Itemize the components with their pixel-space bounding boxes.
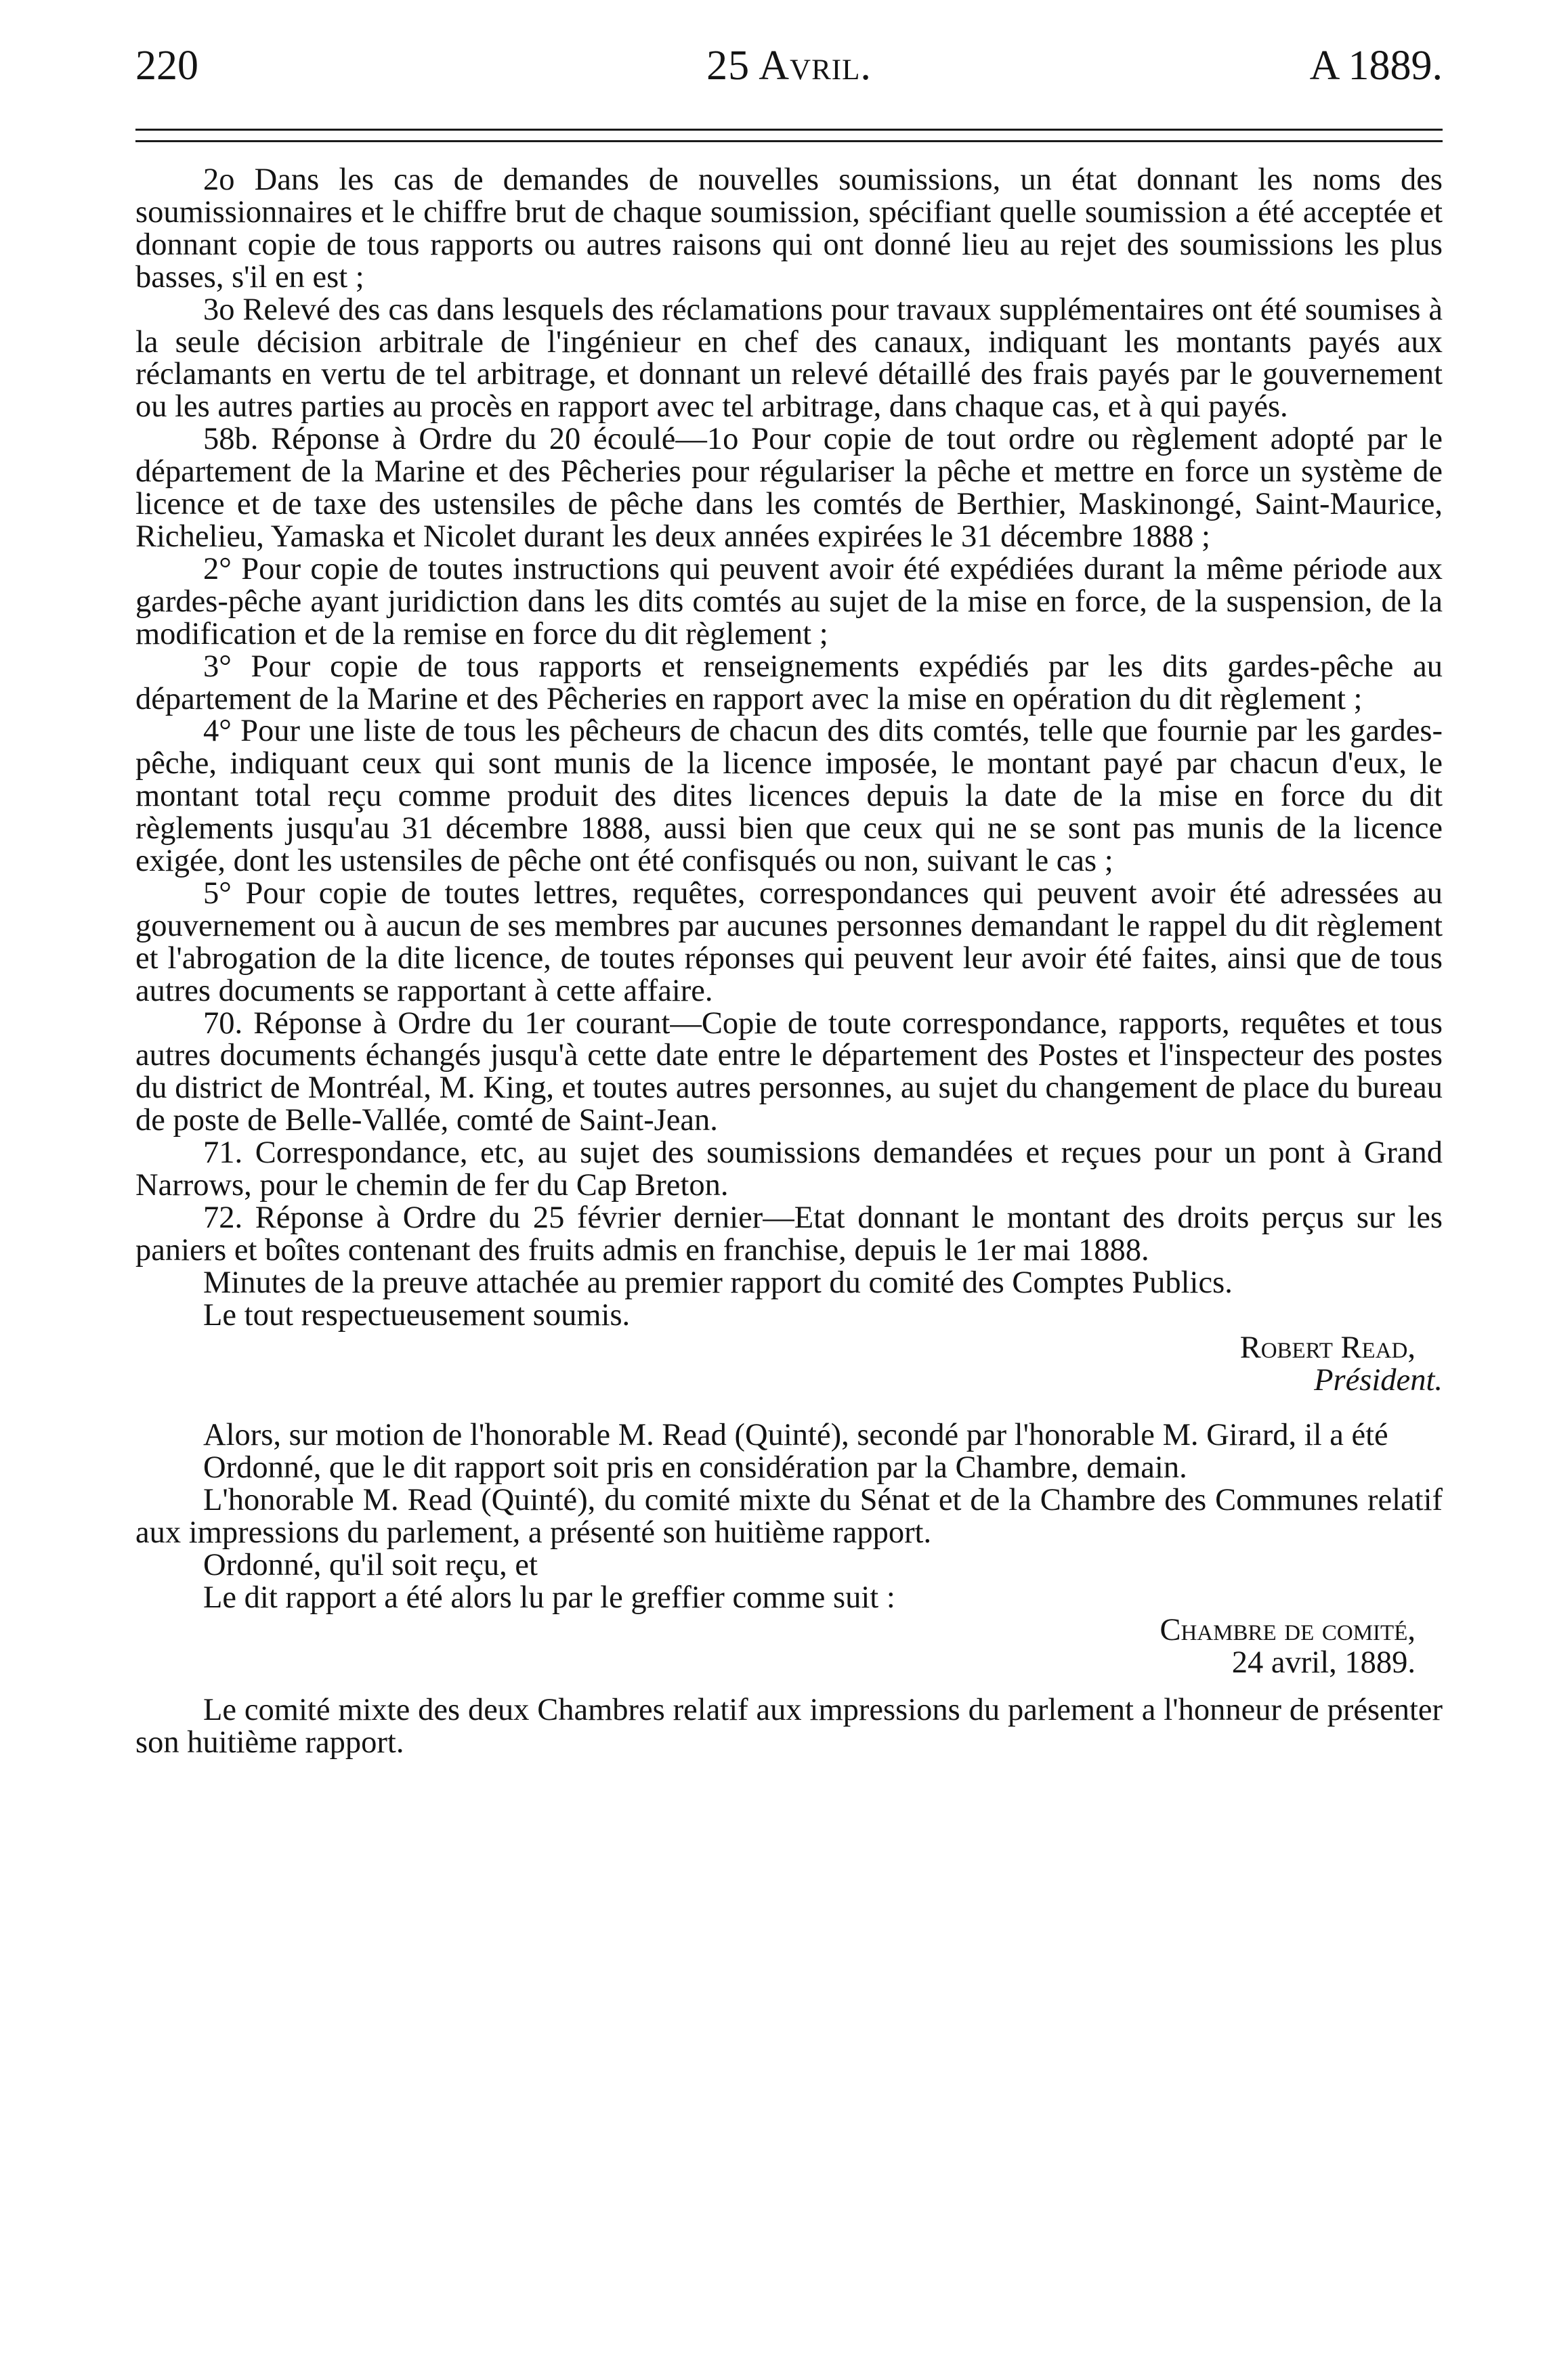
paragraph: 5° Pour copie de toutes lettres, requêtes, correspondances qui peuvent avoir été adressées au gouvernement ou à aucun de ses membres par aucunes personnes demandant le rappel du dit règlement et l'abrogation de la dite licence, de toutes réponses qui peuvent leur avoir été faites, ainsi que de tous autres documents se rapportant à cette affaire.: [135, 875, 1443, 1008]
page-number: 220: [135, 43, 198, 89]
header-date: 25 Avril.: [706, 43, 872, 89]
paragraph: 72. Réponse à Ordre du 25 février dernier—Etat donnant le montant des droits perçus sur les paniers et boîtes contenant des fruits admis en franchise, depuis le 1er mai 1888.: [135, 1200, 1443, 1268]
body-text: [135, 164, 1443, 1759]
paragraph: Ordonné, que le dit rapport soit pris en considération par la Chambre, demain.: [203, 1450, 1187, 1486]
paragraph: Le dit rapport a été alors lu par le greffier comme suit :: [203, 1580, 895, 1615]
running-header: [135, 42, 1443, 103]
paragraph: 58b. Réponse à Ordre du 20 écoulé—1o Pour copie de tout ordre ou règlement adopté par le département de la Marine et des Pêcheries pour régulariser la pêche et mettre en force un système de licence et de taxe des ustensiles de pêche dans les comtés de Berthier, Maskinongé, Saint-Maurice, Richelieu, Yamaska et Nicolet durant les deux années expirées le 31 décembre 1888 ;: [135, 422, 1443, 554]
header-year: A 1889.: [1309, 43, 1443, 89]
signature-name: Robert Read,: [1239, 1330, 1416, 1365]
paragraph: 2o Dans les cas de demandes de nouvelles soumissions, un état donnant les noms des soumissionnaires et le chiffre brut de chaque soumission, spécifiant quelle soumission a été acceptée et donnant copie de tous rapports ou autres raisons qui ont donné lieu au rejet des soumissions les plus basses, s'il en est ;: [135, 163, 1443, 295]
paragraph: 70. Réponse à Ordre du 1er courant—Copie de toute correspondance, rapports, requêtes et tous autres documents échangés jusqu'à cette date entre le département des Postes et l'inspecteur des postes du district de Montréal, M. King, et toutes autres personnes, au sujet du changement de place du bureau de poste de Belle-Vallée, comté de Saint-Jean.: [135, 1005, 1443, 1138]
dateline-place: Chambre de comité,: [1160, 1612, 1416, 1647]
paragraph: 3o Relevé des cas dans lesquels des réclamations pour travaux supplémentaires ont été soumises à la seule décision arbitrale de l'ingénieur en chef des canaux, indiquant les montants payés aux réclamants en vertu de tel arbitrage, et donnant un relevé détaillé des frais payés par le gouvernement ou les autres parties au procès en rapport avec tel arbitrage, dans chaque cas, et à qui payés.: [135, 292, 1443, 425]
paragraph: 4° Pour une liste de tous les pêcheurs de chacun des dits comtés, telle que fournie par les gardes-pêche, indiquant ceux qui sont munis de la licence imposée, le montant payé par chacun d'eux, le montant total reçu comme produit des dites licences depuis la date de la mise en force du dit règlements jusqu'au 31 décembre 1888, aussi bien que ceux qui ne se sont pas munis de la licence exigée, dont les ustensiles de pêche ont été confisqués ou non, suivant le cas ;: [135, 714, 1443, 879]
paragraph: Le tout respectueusement soumis.: [203, 1297, 631, 1333]
signature-title: Président.: [1314, 1362, 1443, 1398]
header-rule-bottom: [135, 140, 1443, 142]
paragraph: Ordonné, qu'il soit reçu, et: [203, 1548, 538, 1583]
paragraph: Minutes de la preuve attachée au premier rapport du comité des Comptes Publics.: [203, 1265, 1233, 1300]
paragraph: 2° Pour copie de toutes instructions qui peuvent avoir été expédiées durant la même période aux gardes-pêche ayant juridiction dans les dits comtés au sujet de la mise en force, de la suspension, de la modification et de la remise en force du dit règlement ;: [135, 551, 1443, 651]
dateline-date: 24 avril, 1889.: [1231, 1645, 1416, 1680]
closing-paragraph: Le comité mixte des deux Chambres relatif aux impressions du parlement a l'honneur de présenter son huitième rapport.: [135, 1692, 1443, 1760]
paragraph: L'honorable M. Read (Quinté), du comité mixte du Sénat et de la Chambre des Communes relatif aux impressions du parlement, a présenté son huitième rapport.: [135, 1483, 1443, 1551]
paragraph: Alors, sur motion de l'honorable M. Read (Quinté), secondé par l'honorable M. Girard, il a été: [203, 1418, 1388, 1453]
paragraph: 71. Correspondance, etc, au sujet des soumissions demandées et reçues pour un pont à Grand Narrows, pour le chemin de fer du Cap Breton.: [135, 1135, 1443, 1203]
header-rule-top: [135, 129, 1443, 131]
paragraph: 3° Pour copie de tous rapports et renseignements expédiés par les dits gardes-pêche au département de la Marine et des Pêcheries en rapport avec la mise en opération du dit règlement ;: [135, 649, 1443, 716]
